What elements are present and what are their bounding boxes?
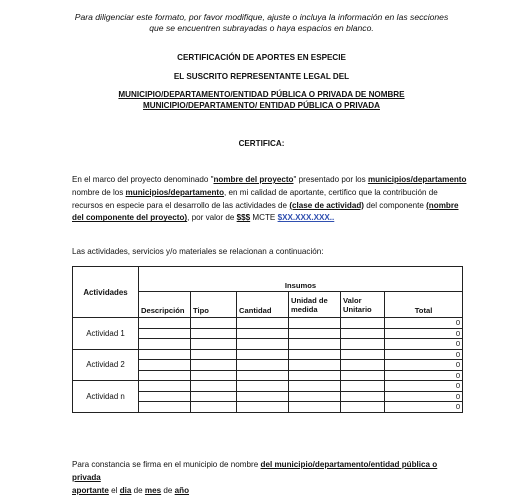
activities-intro: Las actividades, servicios y/o materiales se relacionan a continuación:	[72, 247, 324, 256]
component-field-end: del componente del proyecto)	[72, 213, 188, 223]
text: de	[131, 485, 145, 495]
col-cantidad: Cantidad	[237, 292, 289, 318]
day-field: dia	[119, 485, 132, 495]
month-field: mes	[144, 485, 162, 495]
signature-paragraph	[72, 459, 467, 497]
cell[interactable]	[191, 328, 237, 339]
text: , por valor de	[187, 213, 237, 223]
cell[interactable]	[341, 318, 385, 329]
cell[interactable]	[289, 328, 341, 339]
total-cell: 0	[385, 391, 463, 402]
entity-line-2: MUNICIPIO/DEPARTAMENTO/ ENTIDAD PÚBLICA O PRIVADA	[143, 101, 380, 110]
amount-field: $XX.XXX.XXX..	[277, 213, 335, 223]
cell[interactable]	[191, 381, 237, 392]
cell[interactable]	[289, 349, 341, 360]
cell[interactable]	[139, 381, 191, 392]
cell[interactable]	[341, 360, 385, 371]
text: En el marco del proyecto denominado "	[72, 175, 214, 184]
cell[interactable]	[341, 402, 385, 413]
cell[interactable]	[237, 402, 289, 413]
cell[interactable]	[237, 318, 289, 329]
cell[interactable]	[139, 349, 191, 360]
activity-class-field: (clase de actividad)	[289, 200, 364, 210]
cell[interactable]	[237, 370, 289, 381]
table-row	[73, 381, 463, 392]
total-cell: 0	[385, 339, 463, 350]
municipio-field: municipios/departamento	[367, 175, 467, 184]
cell[interactable]	[139, 328, 191, 339]
cell[interactable]	[139, 402, 191, 413]
project-name-field: nombre del proyecto	[213, 175, 294, 184]
total-cell: 0	[385, 349, 463, 360]
total-cell: 0	[385, 402, 463, 413]
cell[interactable]	[341, 328, 385, 339]
text: " presentado por los	[293, 175, 368, 184]
activity-label: Actividad 2	[73, 349, 139, 381]
instruction-line-2: que se encuentren subrayadas o haya espacios en blanco.	[149, 23, 374, 33]
certification-paragraph	[72, 174, 467, 225]
cell[interactable]	[289, 381, 341, 392]
instruction-line-1: Para diligenciar este formato, por favor modifique, ajuste o incluya la información en las secciones	[74, 12, 449, 22]
cell[interactable]	[191, 318, 237, 329]
cell[interactable]	[341, 339, 385, 350]
cell[interactable]	[237, 381, 289, 392]
document-subtitle: EL SUSCRITO REPRESENTANTE LEGAL DEL	[173, 72, 350, 81]
cell[interactable]	[341, 391, 385, 402]
cell[interactable]	[139, 339, 191, 350]
table-row	[73, 349, 463, 360]
cell[interactable]	[139, 360, 191, 371]
text: del componente	[364, 200, 427, 210]
cell[interactable]	[191, 339, 237, 350]
cell[interactable]	[191, 402, 237, 413]
document-title: CERTIFICACIÓN DE APORTES EN ESPECIE	[177, 53, 346, 62]
total-cell: 0	[385, 318, 463, 329]
cell[interactable]	[191, 391, 237, 402]
text: Para constancia se firma en el municipio de nombre	[72, 460, 261, 469]
col-valor-unitario: Valor Unitario	[341, 292, 385, 318]
entity-line-1: MUNICIPIO/DEPARTAMENTO/ENTIDAD PÚBLICA O PRIVADA DE NOMBRE	[118, 90, 405, 99]
cell[interactable]	[191, 370, 237, 381]
insumos-header: Insumos	[139, 267, 463, 292]
year-field: año	[174, 485, 190, 495]
total-cell: 0	[385, 381, 463, 392]
text: el	[108, 485, 120, 495]
certifica-heading: CERTIFICA:	[238, 139, 285, 148]
table-row	[73, 318, 463, 329]
municipio-entity-field: del municipio/departamento/entidad pública o privada	[72, 460, 438, 482]
insumos-table	[72, 266, 463, 413]
text: , en mi calidad de aportante, certifico que la contribución de	[224, 187, 438, 197]
cell[interactable]	[237, 349, 289, 360]
text: de	[161, 485, 175, 495]
col-unidad-medida: Unidad de medida	[289, 292, 341, 318]
cell[interactable]	[289, 370, 341, 381]
col-total: Total	[385, 292, 463, 318]
cell[interactable]	[341, 349, 385, 360]
cell[interactable]	[237, 360, 289, 371]
cell[interactable]	[289, 360, 341, 371]
col-tipo: Tipo	[191, 292, 237, 318]
activity-label: Actividad n	[73, 381, 139, 413]
total-cell: 0	[385, 328, 463, 339]
text: recursos en especie para el desarrollo de las actividades de	[72, 200, 290, 210]
aportante-field: aportante	[72, 485, 109, 495]
actividades-header: Actividades	[73, 267, 139, 318]
municipio-name-field: municipios/departamento	[125, 187, 225, 197]
activity-label: Actividad 1	[73, 318, 139, 350]
col-descripcion: Descripción	[139, 292, 191, 318]
cell[interactable]	[341, 381, 385, 392]
cell[interactable]	[237, 339, 289, 350]
cell[interactable]	[289, 402, 341, 413]
cell[interactable]	[191, 360, 237, 371]
component-field-start: (nombre	[426, 200, 459, 210]
cell[interactable]	[289, 391, 341, 402]
total-cell: 0	[385, 370, 463, 381]
cell[interactable]	[139, 391, 191, 402]
cell[interactable]	[139, 318, 191, 329]
cell[interactable]	[341, 370, 385, 381]
text: MCTE	[250, 213, 278, 223]
total-cell: 0	[385, 360, 463, 371]
cell[interactable]	[191, 349, 237, 360]
text: nombre de los	[72, 187, 126, 197]
cell[interactable]	[289, 318, 341, 329]
cell[interactable]	[289, 339, 341, 350]
cell[interactable]	[237, 328, 289, 339]
cell[interactable]	[237, 391, 289, 402]
currency-field: $$$	[236, 213, 251, 223]
cell[interactable]	[139, 370, 191, 381]
